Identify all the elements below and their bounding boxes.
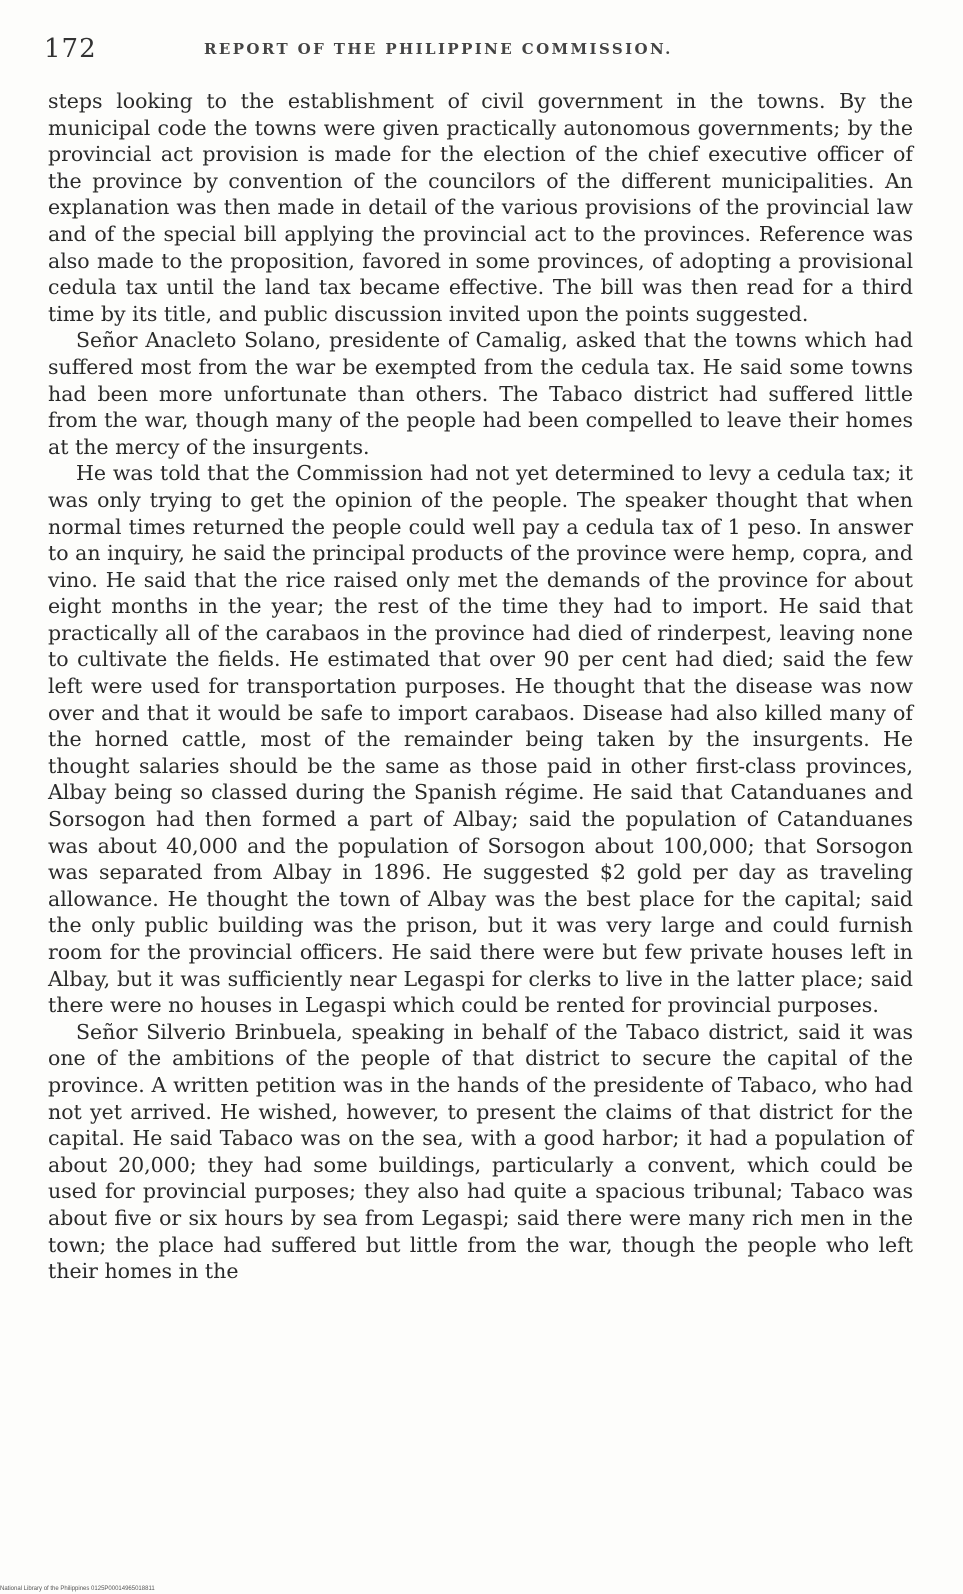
page-header [44, 34, 923, 74]
paragraph: He was told that the Commission had not yet determined to levy a cedula tax; it was only trying to get the opinion of the people. The speaker thought that when normal times returned the people could well pay a cedula tax of 1 peso. In answer to an inquiry, he said the principal products of the province were hemp, copra, and vino. He said that the rice raised only met the demands of the province for about eight months in the year; the rest of the time they had to import. He said that practically all of the carabaos in the province had died of rinderpest, leaving none to cultivate the fields. He estimated that over 90 per cent had died; said the few left were used for transportation purposes. He thought that the disease was now over and that it would be safe to import carabaos. Disease had also killed many of the horned cattle, most of the remainder being taken by the insurgents. He thought salaries should be the same as those paid in other first-class provinces, Albay being so classed during the Spanish régime. He said that Catanduanes and Sorsogon had then formed a part of Albay; said the population of Catanduanes was about 40,000 and the population of Sorsogon about 100,000; that Sorsogon was separated from Albay in 1896. He suggested $2 gold per day as traveling allowance. He thought the town of Albay was the best place for the capital; said the only public building was the prison, but it was very large and could furnish room for the provincial officers. He said there were but few private houses left in Albay, but it was sufficiently near Legaspi for clerks to live in the latter place; said there were no houses in Legaspi which could be rented for provincial purposes. [48, 461, 913, 1018]
page-number: 172 [44, 34, 97, 64]
body-text [48, 88, 913, 1285]
scan-footer: National Library of the Philippines 0125P00014965018811 [0, 1586, 155, 1592]
paragraph: Señor Anacleto Solano, presidente of Camalig, asked that the towns which had suffered most from the war be exempted from the cedula tax. He said some towns had been more unfortunate than others. The Tabaco district had suffered little from the war, though many of the people had been compelled to leave their homes at the mercy of the insurgents. [48, 328, 913, 459]
paragraph: Señor Silverio Brinbuela, speaking in behalf of the Tabaco district, said it was one of the ambitions of the people of that district to secure the capital of the province. A written petition was in the hands of the presidente of Tabaco, who had not yet arrived. He wished, however, to present the claims of that district for the capital. He said Tabaco was on the sea, with a good harbor; it had a population of about 20,000; they had some buildings, particularly a convent, which could be used for provincial purposes; they also had quite a spacious tribunal; Tabaco was about five or six hours by sea from Legaspi; said there were many rich men in the town; the place had suffered but little from the war, though the people who left their homes in the [48, 1019, 913, 1284]
paragraph: steps looking to the establishment of civil government in the towns. By the municipal code the towns were given practically autonomous governments; by the provincial act provision is made for the election of the chief executive officer of the province by convention of the councilors of the different municipalities. An explanation was then made in detail of the various provisions of the provincial law and of the special bill applying the provincial act to the provinces. Reference was also made to the proposition, favored in some provinces, of adopting a provisional cedula tax until the land tax became effective. The bill was then read for a third time by its title, and public discussion invited upon the points suggested. [48, 89, 913, 326]
running-head: REPORT OF THE PHILIPPINE COMMISSION. [204, 40, 673, 58]
